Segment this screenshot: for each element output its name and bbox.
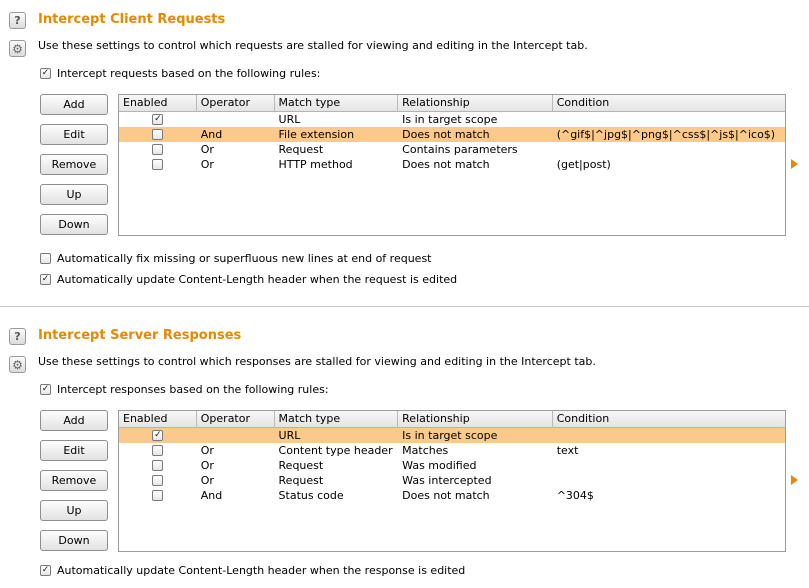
operator-cell: And [200, 128, 223, 141]
fix-newlines-checkbox-line[interactable] [40, 252, 432, 265]
gear-icon[interactable]: ⚙ [9, 356, 26, 373]
update-length-request-checkbox[interactable]: ✓ [41, 274, 50, 284]
match-type-cell: Status code [278, 489, 344, 502]
table-header [119, 411, 785, 428]
column-header[interactable]: Enabled [119, 411, 197, 428]
match-type-cell: URL [278, 113, 301, 126]
intercept-responses-checkbox-line[interactable] [40, 383, 329, 396]
condition-cell [553, 473, 785, 488]
intercept-requests-checkbox-line[interactable] [40, 67, 320, 80]
operator-cell: Or [200, 158, 214, 171]
enabled-checkbox[interactable] [152, 475, 163, 486]
operator-cell [197, 428, 275, 443]
response-rules-table[interactable] [118, 410, 786, 552]
update-length-response-label: Automatically update Content-Length header when the response is edited [57, 564, 466, 577]
gear-icon[interactable]: ⚙ [9, 40, 26, 57]
add-button[interactable]: Add [40, 94, 108, 115]
enabled-checkbox[interactable] [152, 159, 163, 170]
relationship-cell: Contains parameters [402, 143, 518, 156]
enabled-cell [119, 428, 197, 443]
operator-cell: And [200, 489, 223, 502]
relationship-cell: Does not match [402, 489, 490, 502]
table-row[interactable] [119, 473, 785, 488]
operator-cell: Or [200, 143, 214, 156]
enabled-cell [119, 157, 197, 172]
relationship-cell: Is in target scope [402, 429, 498, 442]
enabled-checkbox[interactable] [152, 445, 163, 456]
enabled-checkbox[interactable]: ✓ [154, 430, 162, 440]
match-type-cell: File extension [278, 128, 355, 141]
enabled-checkbox[interactable]: ✓ [154, 114, 162, 124]
up-button[interactable]: Up [40, 184, 108, 205]
request-rules-table[interactable] [118, 94, 786, 236]
relationship-cell: Does not match [402, 128, 490, 141]
intercept-server-responses-section [0, 316, 809, 588]
fix-newlines-checkbox[interactable] [40, 253, 51, 264]
update-length-response-checkbox[interactable]: ✓ [41, 565, 50, 575]
table-row[interactable] [119, 443, 785, 458]
section-description: Use these settings to control which requests are stalled for viewing and editing in the Intercept tab. [38, 39, 588, 52]
up-button[interactable]: Up [40, 500, 108, 521]
operator-cell: Or [200, 444, 214, 457]
condition-cell: ^304$ [556, 489, 594, 502]
enabled-cell [119, 473, 197, 488]
enabled-cell [119, 127, 197, 142]
intercept-requests-label: Intercept requests based on the following rules: [57, 67, 321, 80]
fix-newlines-label: Automatically fix missing or superfluous new lines at end of request [57, 252, 432, 265]
table-row[interactable] [119, 428, 785, 443]
intercept-responses-checkbox[interactable]: ✓ [41, 384, 50, 394]
match-type-cell: Content type header [278, 444, 393, 457]
table-row[interactable] [119, 458, 785, 473]
help-icon[interactable]: ? [9, 328, 26, 345]
enabled-cell [119, 458, 197, 473]
down-button[interactable]: Down [40, 530, 108, 551]
match-type-cell: Request [278, 474, 324, 487]
enabled-cell [119, 112, 197, 127]
table-row[interactable] [119, 142, 785, 157]
column-header[interactable]: Relationship [398, 95, 553, 112]
column-header[interactable]: Match type [275, 411, 399, 428]
relationship-cell: Is in target scope [402, 113, 498, 126]
operator-cell: Or [200, 474, 214, 487]
column-header[interactable]: Condition [556, 96, 610, 109]
table-row[interactable] [119, 488, 785, 503]
enabled-checkbox[interactable] [152, 460, 163, 471]
expand-arrow-icon[interactable] [791, 475, 798, 485]
column-header[interactable]: Operator [197, 411, 275, 428]
condition-cell: (^gif$|^jpg$|^png$|^css$|^js$|^ico$) [556, 128, 776, 141]
condition-cell: text [556, 444, 579, 457]
edit-button[interactable]: Edit [40, 440, 108, 461]
match-type-cell: Request [278, 459, 324, 472]
enabled-checkbox[interactable] [152, 144, 163, 155]
section-title: Intercept Client Requests [38, 12, 226, 27]
column-header[interactable]: Condition [556, 412, 610, 425]
section-title: Intercept Server Responses [38, 328, 242, 343]
match-type-cell: Request [278, 143, 324, 156]
table-row[interactable] [119, 112, 785, 127]
condition-cell: (get|post) [556, 158, 611, 171]
relationship-cell: Matches [402, 444, 449, 457]
enabled-checkbox[interactable] [152, 129, 163, 140]
update-length-request-label: Automatically update Content-Length header when the request is edited [57, 273, 458, 286]
down-button[interactable]: Down [40, 214, 108, 235]
column-header[interactable]: Relationship [398, 411, 553, 428]
column-header[interactable]: Enabled [119, 95, 197, 112]
expand-arrow-icon[interactable] [791, 159, 798, 169]
enabled-cell [119, 142, 197, 157]
table-row[interactable] [119, 157, 785, 172]
column-header[interactable]: Operator [197, 95, 275, 112]
relationship-cell: Does not match [402, 158, 490, 171]
intercept-requests-checkbox[interactable]: ✓ [41, 68, 50, 78]
update-length-request-checkbox-line[interactable] [40, 273, 457, 286]
relationship-cell: Was intercepted [402, 474, 492, 487]
operator-cell [197, 112, 275, 127]
help-icon[interactable]: ? [9, 12, 26, 29]
condition-cell [553, 142, 785, 157]
enabled-cell [119, 443, 197, 458]
table-row[interactable] [119, 127, 785, 142]
remove-button[interactable]: Remove [40, 470, 108, 491]
relationship-cell: Was modified [402, 459, 477, 472]
column-header[interactable]: Match type [275, 95, 399, 112]
remove-button[interactable]: Remove [40, 154, 108, 175]
section-description: Use these settings to control which responses are stalled for viewing and editing in the Intercept tab. [38, 355, 596, 368]
condition-cell [553, 458, 785, 473]
enabled-checkbox[interactable] [152, 490, 163, 501]
section-divider [0, 306, 809, 307]
add-button[interactable]: Add [40, 410, 108, 431]
condition-cell [553, 428, 785, 443]
intercept-responses-label: Intercept responses based on the following rules: [57, 383, 329, 396]
enabled-cell [119, 488, 197, 503]
table-header [119, 95, 785, 112]
match-type-cell: HTTP method [278, 158, 353, 171]
update-length-response-checkbox-line[interactable] [40, 564, 465, 577]
condition-cell [553, 112, 785, 127]
operator-cell: Or [200, 459, 214, 472]
edit-button[interactable]: Edit [40, 124, 108, 145]
match-type-cell: URL [278, 429, 301, 442]
